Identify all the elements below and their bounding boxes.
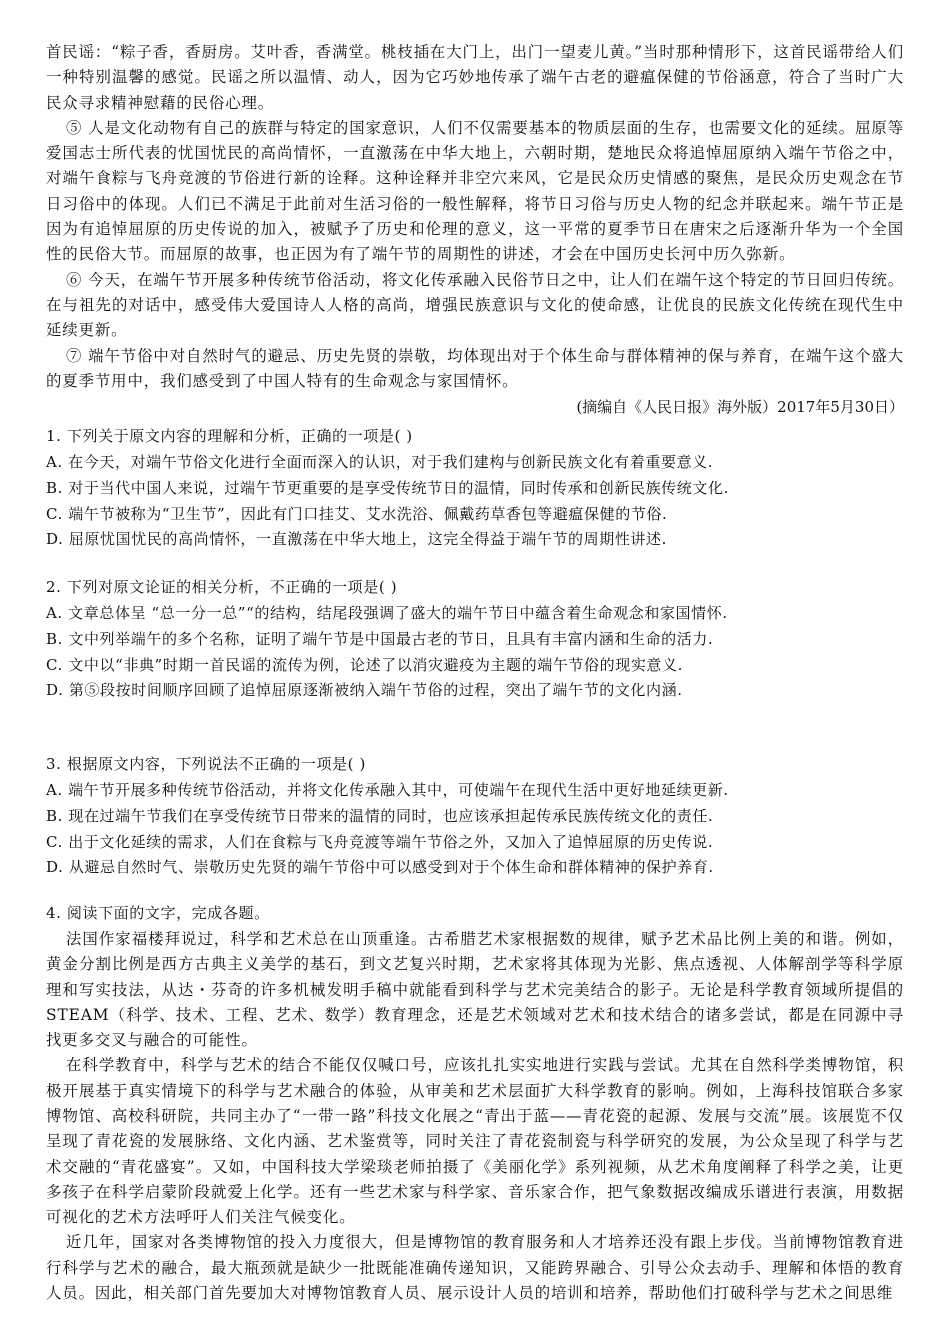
option-b[interactable]: B. 现在过端午节我们在享受传统节日带来的温情的同时，也应该承担起传承民族传统文化的责任. [46, 806, 714, 825]
passage-paragraph: ⑤ 人是文化动物有自己的族群与特定的国家意识，人们不仅需要基本的物质层面的生存，也需要文化的延续。屈原等爱国志士所代表的忧国忧民的高尚情怀，一直激荡在中华大地上，六朝时期，楚地民众将追悼屈原纳入端午节俗之中，对端午食粽与飞舟竞渡的节俗进行新的诠释。这种诠释并非空穴来风，它是民众历史情感的聚焦，是民众历史观念在节日习俗中的体现。人们已不满足于此前对生活习俗的一般性解释，将节日习俗与历史人物的纪念并联起来。端午节正是因为有追悼屈原的历史传说的加入，被赋予了历史和伦理的意义，这一平常的夏季节日在唐宋之后逐渐升华为一个全国性的民俗大节。而屈原的故事，也正因为有了端午节的周期性的讲述，才会在中国历史长河中历久弥新。 [46, 118, 904, 264]
question-4 [46, 901, 904, 1306]
passage-paragraph: ⑦ 端午节俗中对自然时气的避忌、历史先贤的崇敬，均体现出对于个体生命与群体精神的保与养育，在端午这个盛大的夏季节用中，我们感受到了中国人特有的生命观念与家国情怀。 [46, 346, 904, 390]
option-c[interactable]: C. 出于文化延续的需求，人们在食粽与飞舟竞渡等端午节俗之外，又加入了追悼屈原的历史传说. [46, 832, 714, 851]
passage-paragraph: 在科学教育中，科学与艺术的结合不能仅仅喊口号，应该扎扎实实地进行实践与尝试。尤其在自然科学类博物馆，积极开展基于真实情境下的科学与艺术融合的体验，从审美和艺术层面扩大科学教育的影响。例如，上海科技馆联合多家博物馆、高校科研院，共同主办了“一带一路”科技文化展之“青出于蓝——青花瓷的起源、发展与交流”展。该展览不仅呈现了青花瓷的发展脉络、文化内涵、艺术鉴赏等，同时关注了青花瓷制瓷与科学研究的发展，为公众呈现了科学与艺术交融的“青花盛宴”。又如，中国科技大学梁琰老师拍摄了《美丽化学》系列视频，从艺术角度阐释了科学之美，让更多孩子在科学启蒙阶段就爱上化学。还有一些艺术家与科学家、音乐家合作，把气象数据改编成乐谱进行表演，用数据可视化的艺术方法呼吁人们关注气候变化。 [46, 1056, 904, 1227]
option-a[interactable]: A. 在今天，对端午节俗文化进行全面而深入的认识，对于我们建构与创新民族文化有着重要意义. [46, 452, 714, 471]
option-c[interactable]: C. 文中以“非典”时期一首民谣的流传为例，论述了以消灾避疫为主题的端午节俗的现实意义. [46, 655, 683, 674]
passage-paragraph: 法国作家福楼拜说过，科学和艺术总在山顶重逢。古希腊艺术家根据数的规律，赋予艺术品比例上美的和谐。例如，黄金分割比例是西方古典主义美学的基石，到文艺复兴时期，艺术家将其体现为光影、焦点透视、人体解剖学等科学原理和写实技法，从达・芬奇的许多机械发明手稿中就能看到科学与艺术完美结合的影子。无论是科学教育领域所提倡的STEAM（科学、技术、工程、艺术、数学）教育理念，还是艺术领域对艺术和技术结合的诸多尝试，都是在同源中寻找更多交叉与融合的可能性。 [46, 929, 904, 1050]
passage-paragraph: 首民谣：“粽子香，香厨房。艾叶香，香满堂。桃枝插在大门上，出门一望麦儿黄。”当时那种情形下，这首民谣带给人们一种特别温馨的感觉。民谣之所以温情、动人，因为它巧妙地传承了端午古老的避瘟保健的节俗涵意，符合了当时广大民众寻求精神慰藉的民俗心理。 [46, 43, 904, 112]
question-2 [46, 575, 904, 704]
question-stem: 2. 下列对原文论证的相关分析，不正确的一项是( ) [46, 578, 398, 597]
question-stem: 4. 阅读下面的文字，完成各题。 [46, 904, 270, 923]
option-a[interactable]: A. 文章总体呈 “总一分一总”“的结构，结尾段强调了盛大的端午节日中蕴含着生命观念和家国情怀. [46, 603, 728, 622]
option-d[interactable]: D. 从避忌自然时气、崇敬历史先贤的端午节俗中可以感受到对于个体生命和群体精神的保护养育. [46, 858, 714, 877]
option-d[interactable]: D. 屈原忧国忧民的高尚情怀，一直激荡在中华大地上，这完全得益于端午节的周期性讲述. [46, 530, 667, 549]
option-d[interactable]: D. 第⑤段按时间顺序回顾了追悼屈原逐渐被纳入端午节俗的过程，突出了端午节的文化内涵. [46, 681, 683, 700]
option-b[interactable]: B. 文中列举端午的多个名称，证明了端午节是中国最古老的节日，且具有丰富内涵和生命的活力. [46, 629, 714, 648]
source-citation: (摘编自《人民日报》海外版）2017年5月30日） [576, 398, 904, 417]
question-stem: 1. 下列关于原文内容的理解和分析，正确的一项是( ) [46, 427, 413, 446]
option-c[interactable]: C. 端午节被称为“卫生节”，因此有门口挂艾、艾水洗浴、佩戴药草香包等避瘟保健的节俗. [46, 504, 668, 523]
option-b[interactable]: B. 对于当代中国人来说，过端午节更重要的是享受传统节日的温情，同时传承和创新民族传统文化. [46, 478, 729, 497]
option-a[interactable]: A. 端午节开展多种传统节俗活动，并将文化传承融入其中，可使端午在现代生活中更好地延续更新. [46, 780, 729, 799]
question-3 [46, 752, 904, 881]
passage-1 [46, 40, 904, 420]
passage-paragraph: ⑥ 今天，在端午节开展多种传统节俗活动，将文化传承融入民俗节日之中，让人们在端午这个特定的节日回归传统。在与祖先的对话中，感受伟大爱国诗人人格的高尚，增强民族意识与文化的使命感，让优良的民族文化传统在现代生中延续更新。 [46, 270, 904, 340]
question-1 [46, 424, 904, 553]
question-stem: 3. 根据原文内容，下列说法不正确的一项是( ) [46, 755, 366, 774]
passage-paragraph: 近几年，国家对各类博物馆的投入力度很大，但是博物馆的教育服务和人才培养还没有跟上步伐。当前博物馆教育进行科学与艺术的融合，最大瓶颈就是缺少一批既能准确传递知识，又能跨界融合、引导公众去动手、理解和体悟的教育人员。因此，相关部门首先要加大对博物馆教育人员、展示设计人员的培训和培养，帮助他们打破科学与艺术之间思维 [46, 1233, 904, 1303]
